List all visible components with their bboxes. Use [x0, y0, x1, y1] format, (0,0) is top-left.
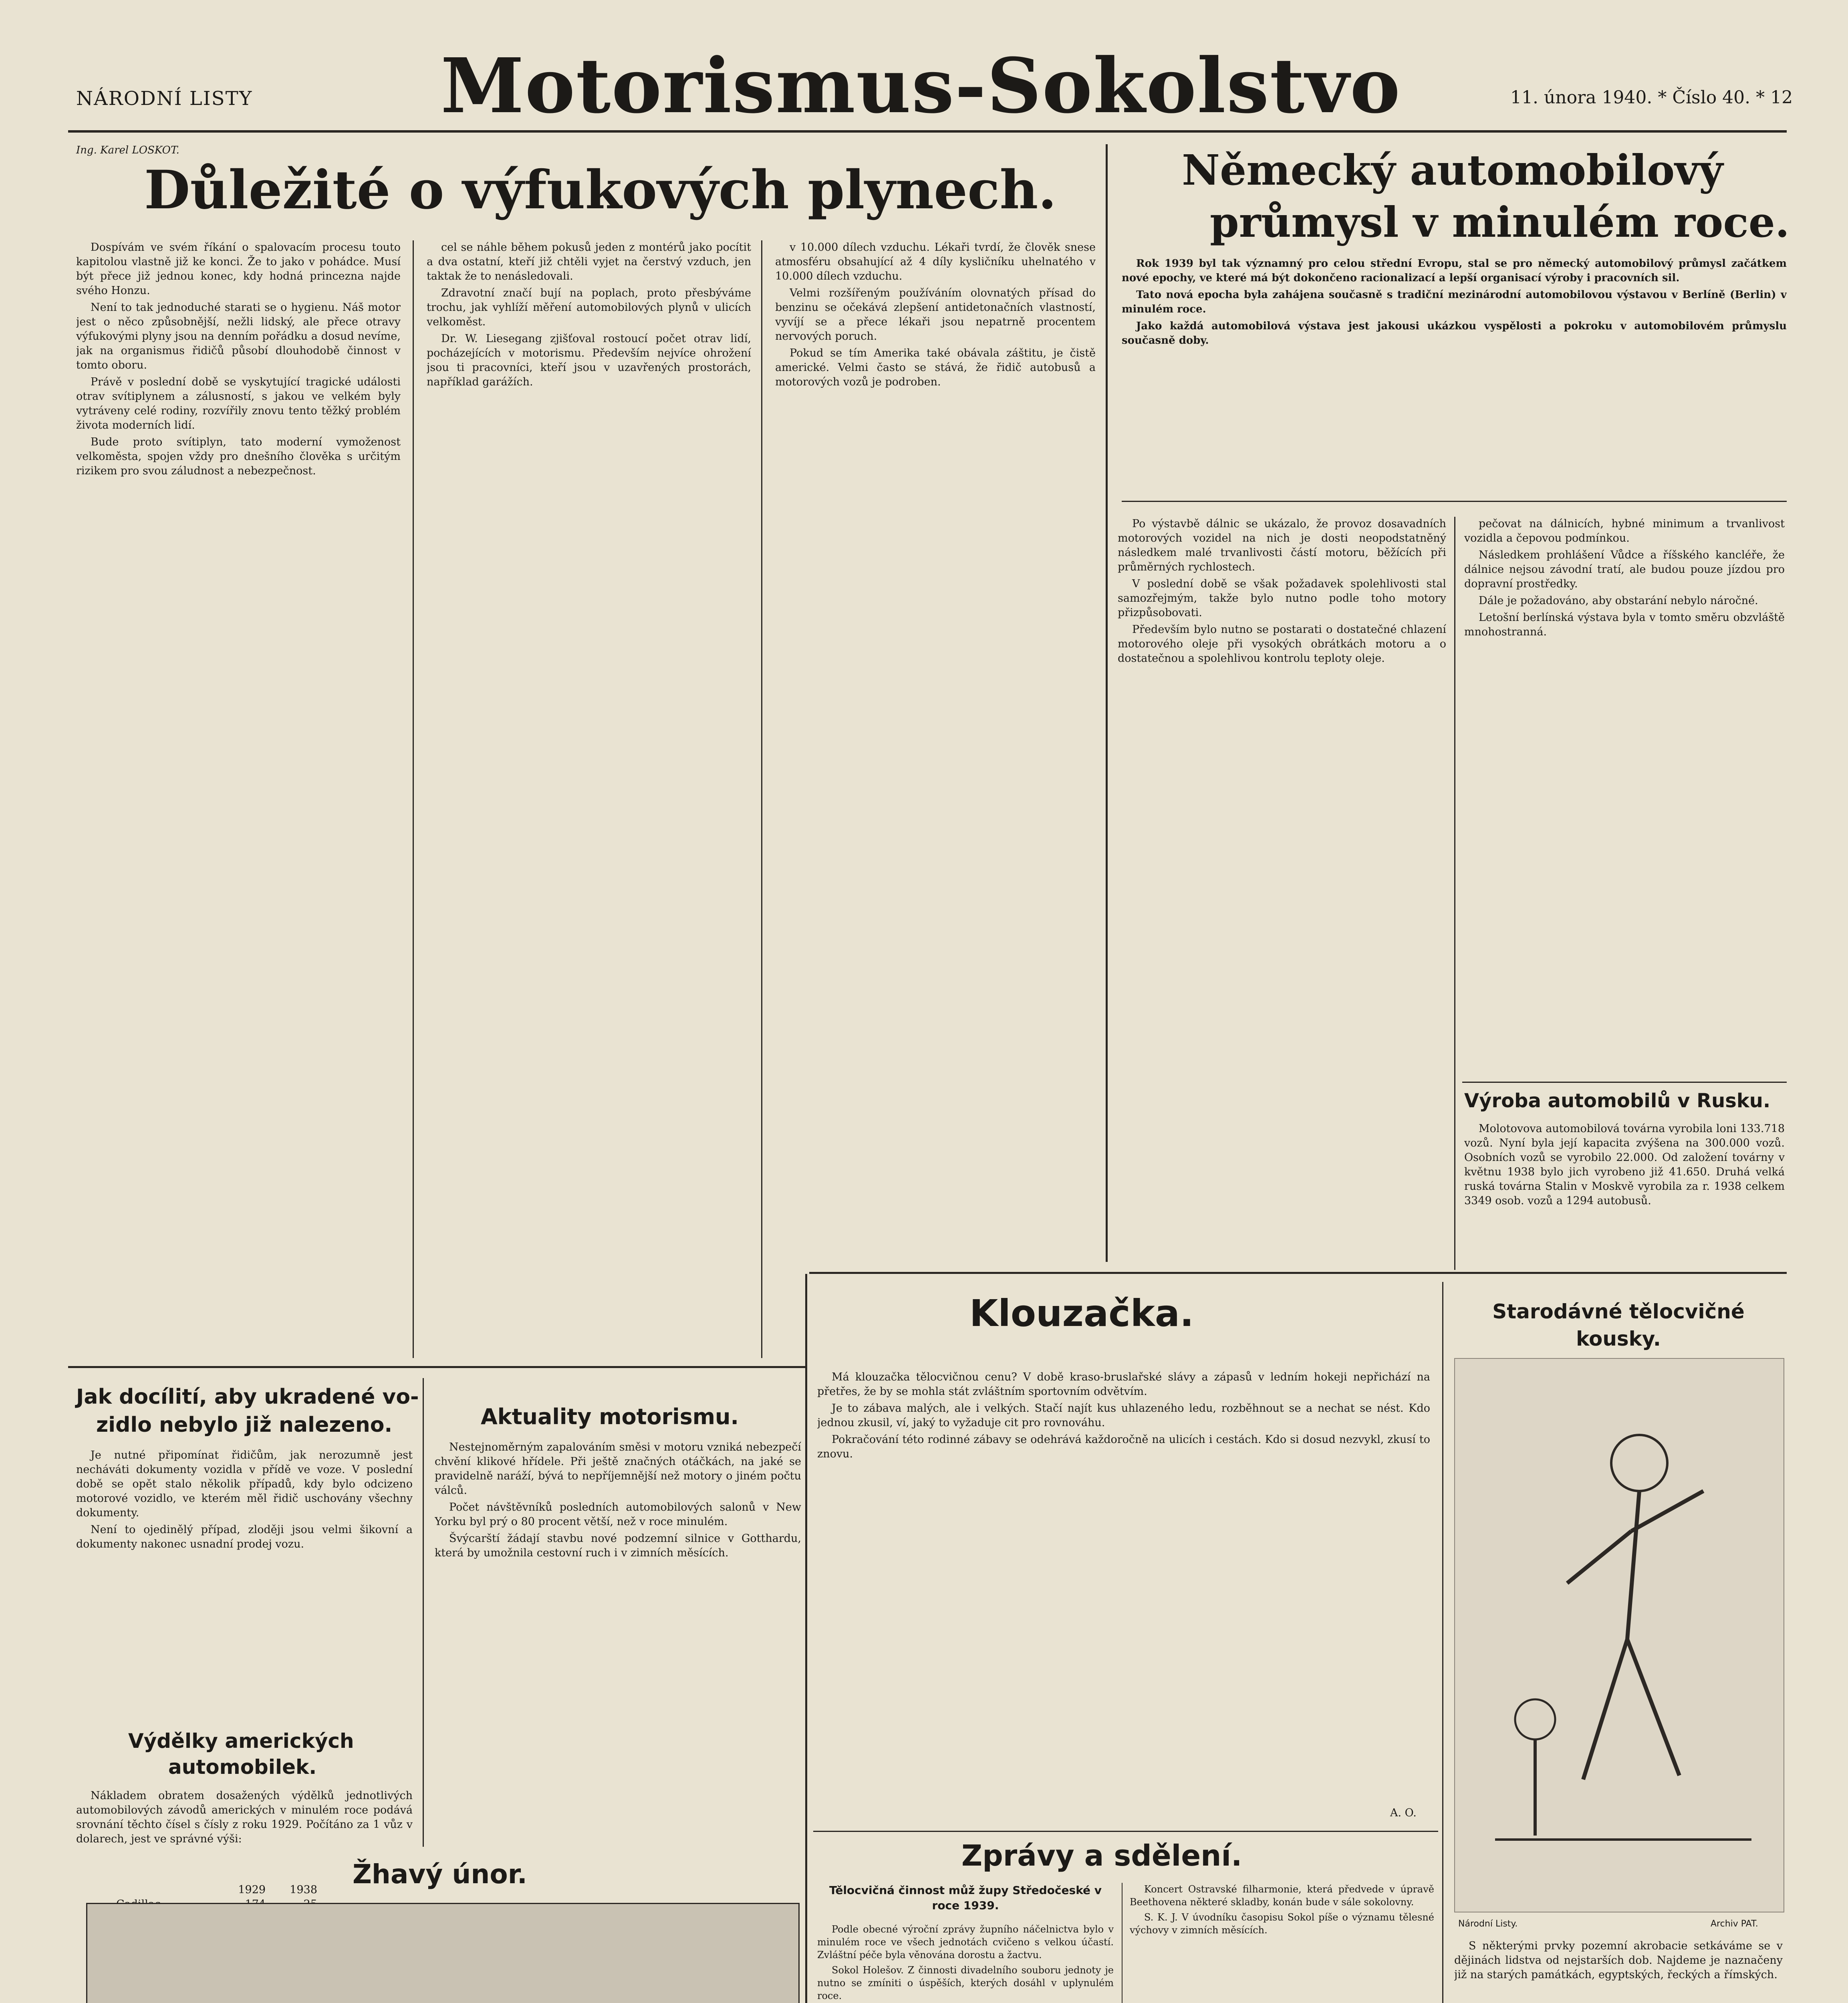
paragraph: Nestejnoměrným zapalováním směsi v motoru vzniká nebezpečí chvění klikové hřídele. Při ještě značných otáčkách, na jaké se pravidelně naráží, bývá to nepříjemnější než motory o jiném počtu válců. — [435, 1441, 801, 1497]
article-title: Důležité o výfukových plynech. — [144, 159, 1057, 221]
signature: A. O. — [1390, 1807, 1417, 1819]
paragraph: Je to zábava malých, ale i velkých. Stačí najít kus uhlazeného ledu, rozběhnout se a nechat se nést. Kdo jednou zkusil, ví, jaký to vyžaduje cit pro rovnováhu. — [817, 1402, 1430, 1429]
article-column-2 — [1130, 1883, 1434, 2003]
acrobat-illustration-top — [1454, 1358, 1784, 1912]
paragraph: Zdravotní značí bují na poplach, proto přesbýváme trochu, jak vyhlíží měření automobilových plynů v ulicích velkoměst. — [427, 287, 751, 328]
article-body — [1454, 1939, 1783, 2003]
section-divider — [809, 1272, 1787, 1274]
table-header-cell — [116, 1883, 212, 1897]
article-title: Jak docílití, aby ukradené vo- — [76, 1385, 419, 1409]
article-title: Aktuality motorismu. — [481, 1404, 739, 1429]
paragraph: Koncert Ostravské filharmonie, která předvede v úpravě Beethovena některé skladby, konán bude v sále sokolovny. — [1130, 1884, 1434, 1908]
paragraph: Švýcarští žádají stavbu nové podzemní silnice v Gotthardu, která by umožnila cestovní ruch i v zimních měsících. — [435, 1532, 801, 1559]
article-subtitle: Tělocvičná činnost můž župy Středočeské v roce 1939. — [829, 1884, 1102, 1912]
article-body — [435, 1440, 801, 1845]
paragraph: Není to ojedinělý případ, zloději jsou velmi šikovní a dokumenty nakonec usnadní prodej vozu. — [76, 1523, 413, 1550]
article-title: Německý automobilový — [1182, 145, 1723, 195]
paragraph: Podle obecné výroční zprávy župního náčelnictva bylo v minulém roce ve všech jednotách cvičeno s velkou účastí. Zvláštní péče byla věnována dorostu a žactvu. — [817, 1924, 1114, 1961]
divider — [1122, 501, 1787, 502]
article-column-2 — [427, 240, 751, 1354]
column-divider — [1442, 1282, 1443, 2003]
paragraph: Rok 1939 byl tak významný pro celou střední Evropu, stal se pro německý automobilový průmysl začátkem nové epochy, ve které má být dokončeno racionalizací a lepší organisací výroby i pracovních sil. — [1122, 258, 1787, 284]
racing-car-photo — [86, 1903, 800, 2003]
paragraph: Velmi rozšířeným používáním olovnatých přísad do benzinu se očekává zlepšení antidetonačních vlastností, vyvíjí se a přece lékaři jsou nepatrně procentem nervových poruch. — [775, 287, 1096, 343]
paragraph: Právě v poslední době se vyskytující tragické události otrav svítiplynem a zálusností, s jakou ve velkém byly vytráveny celé rodiny, rozvířily znovu tento těžký problém života moderních lidí. — [76, 376, 401, 431]
article-title: Klouzačka. — [969, 1292, 1194, 1335]
acrobat-figure-icon — [1455, 1359, 1784, 1912]
section-divider — [68, 1366, 805, 1368]
paragraph: Následkem prohlášení Vůdce a říšského kancléře, že dálnice nejsou závodní tratí, ale budou pouze jízdou pro dopravní prostředky. — [1464, 549, 1785, 590]
masthead-date: 11. února 1940. * Číslo 40. * 12 — [1510, 87, 1793, 108]
racing-car-illustration — [87, 1904, 798, 2003]
paragraph: Především bylo nutno se postarati o dostatečné chlazení motorového oleje při vysokých obrátkách motoru a o dostatečnou a spolehlivou kontrolu teploty oleje. — [1118, 623, 1446, 665]
paragraph: V poslední době se však požadavek spolehlivosti stal samozřejmým, takže bylo nutno podle toho motory přizpůsobovati. — [1118, 578, 1446, 619]
table-header-row — [116, 1883, 324, 1897]
masthead-rule — [68, 130, 1787, 133]
article-column-3 — [775, 240, 1096, 1354]
article-title: Výroba automobilů v Rusku. — [1464, 1090, 1771, 1112]
article-column-1 — [817, 1923, 1114, 2003]
paragraph: S. K. J. V úvodníku časopisu Sokol píše o významu tělesné výchovy v zimních měsících. — [1130, 1912, 1434, 1936]
paragraph: Není to tak jednoduché starati se o hygienu. Náš motor jest o něco způsobnější, nežli lidský, ale přece otravy výfukovými plyny jsou na denním pořádku a dosud nevíme, jak na organismus řidičů působí dlouhodobě činnost v tomto oboru. — [76, 301, 401, 371]
article-intro — [1122, 256, 1787, 481]
paragraph: Letošní berlínská výstava byla v tomto směru obzvláště mnohostranná. — [1464, 611, 1785, 638]
divider — [813, 1831, 1438, 1832]
column-divider — [423, 1378, 424, 1847]
section-divider — [1106, 144, 1108, 1262]
paragraph: Molotovova automobilová továrna vyrobila loni 133.718 vozů. Nyní byla její kapacita zvýšena na 300.000 vozů. Osobních vozů se vyrobilo 22.000. Od založení továrny v květnu 1938 bylo jich vyrobeno již 41.650. Druhá velká ruská továrna Stalin v Moskvě vyrobila za r. 1938 celkem 3349 osob. vozů a 1294 autobusů. — [1464, 1122, 1785, 1207]
article-body — [76, 1448, 413, 1725]
article-title: průmysl v minulém roce. — [1210, 197, 1790, 247]
paragraph: Pokračování této rodinné zábavy se odehrává každoročně na ulicích i cestách. Kdo si dosud nezvykl, zkusí to znovu. — [817, 1433, 1430, 1460]
column-divider — [805, 1274, 807, 2003]
article-author: Ing. Karel LOSKOT. — [76, 144, 179, 156]
article-column-1 — [76, 240, 401, 1354]
paragraph: Počet návštěvníků posledních automobilových salonů v New Yorku byl prý o 80 procent větší, než v roce minulém. — [435, 1501, 801, 1528]
article-title: Výdělky amerických — [128, 1729, 354, 1753]
table-header-cell: 1929 — [238, 1884, 266, 1896]
article-body — [817, 1370, 1430, 1803]
masthead-left: NÁRODNÍ LISTY — [76, 87, 253, 110]
illustration-caption-left: Národní Listy. — [1458, 1919, 1518, 1929]
article-title: Zprávy a sdělení. — [961, 1839, 1242, 1872]
paragraph: Sokol Holešov. Z činnosti divadelního souboru jednoty je nutno se zmíniti o úspěších, kterých dosáhl v uplynulém roce. — [817, 1965, 1114, 2001]
paragraph: S některými prvky pozemní akrobacie setkáváme se v dějinách lidstva od nejstarších dob. Najdeme je naznačeny již na starých památkách, egyptských, řeckých a římských. — [1454, 1940, 1783, 1981]
paragraph: Pokud se tím Amerika také obávala záštitu, je čistě americké. Velmi často se stává, že řidič autobusů a motorových vozů je podroben. — [775, 347, 1096, 388]
paragraph: Je nutné připomínat řidičům, jak nerozumně jest necháváti dokumenty vozidla v přídě ve voze. V poslední době se opět stalo několik případů, kdy bylo odcizeno motorové vozidlo, ve kterém měl řidič uschovány všechny dokumenty. — [76, 1449, 413, 1519]
column-divider — [1122, 1883, 1123, 2003]
article-title: Starodávné tělocvičné kousky. — [1492, 1300, 1745, 1350]
paragraph: Dále je požadováno, aby obstarání nebylo náročné. — [1479, 594, 1758, 607]
paragraph: pečovat na dálnicích, hybné minimum a trvanlivost vozidla a čepovou podmínkou. — [1464, 518, 1785, 544]
column-divider — [761, 240, 762, 1358]
article-column-1 — [1118, 517, 1446, 1274]
divider — [1462, 1082, 1787, 1083]
paragraph: Jako každá automobilová výstava jest jakousi ukázkou vyspělosti a pokroku v automobilovém průmyslu současně doby. — [1122, 320, 1787, 347]
column-divider — [413, 240, 414, 1358]
paragraph: Po výstavbě dálnic se ukázalo, že provoz dosavadních motorových vozidel na nich je dosti neopodstatněný následkem malé trvanlivosti částí motoru, běžících při průměrných rychlostech. — [1118, 518, 1446, 573]
article-title: zidlo nebylo již nalezeno. — [96, 1413, 393, 1437]
paragraph: Bude proto svítiplyn, tato moderní vymoženost velkoměsta, spojen vždy pro dnešního člověka s určitým rizikem pro svou záludnost a nebezpečnost. — [76, 436, 401, 477]
article-title: automobilek. — [168, 1755, 317, 1779]
paragraph: Má klouzačka tělocvičnou cenu? V době kraso-bruslařské slávy a zápasů v ledním hokeji nepřichází na přetřes, že by se mohla stát zvláštním sportovním odvětvím. — [817, 1371, 1430, 1398]
paragraph: Dospívám ve svém říkání o spalovacím procesu touto kapitolou vlastně již ke konci. Že to jako v pohádce. Musí být přece již jednou konec, kdy hodná princezna najde svého Honzu. — [76, 241, 401, 297]
paragraph: Dr. W. Liesegang zjišťoval rostoucí počet otrav lidí, pocházejících v motorismu. Především nejvíce ohrožení jsou ti pracovníci, kteří jsou v uzavřených prostorách, například garážích. — [427, 332, 751, 388]
article-column-2 — [1464, 517, 1785, 1070]
article-title: Žhavý únor. — [353, 1859, 527, 1890]
article-body — [1464, 1122, 1785, 1274]
paragraph: v 10.000 dílech vzduchu. Lékaři tvrdí, že člověk snese atmosféru obsahující až 4 díly kysličníku uhelnatého v 10.000 dílech vzduchu. — [775, 241, 1096, 282]
paragraph: cel se náhle během pokusů jeden z montérů jako pocítit a dva ostatní, kteří již chtěli vyjet na čerstvý vzduch, jen taktak že to nenásledovali. — [427, 241, 751, 282]
masthead-title: Motorismus-Sokolstvo — [441, 42, 1401, 130]
paragraph: Tato nová epocha byla zahájena současně s tradiční mezinárodní automobilovou výstavou v Berlíně (Berlin) v minulém roce. — [1122, 289, 1787, 315]
table-header-cell: 1938 — [290, 1884, 317, 1896]
column-divider — [1454, 517, 1455, 1270]
illustration-caption-right: Archiv PAT. — [1711, 1919, 1758, 1929]
paragraph: Nákladem obratem dosažených výdělků jednotlivých automobilových závodů amerických v minulém roce podává srovnání těchto čísel s čísly z roku 1929. Počítáno za 1 vůz v dolarech, jest ve správné výši: — [76, 1789, 413, 1845]
